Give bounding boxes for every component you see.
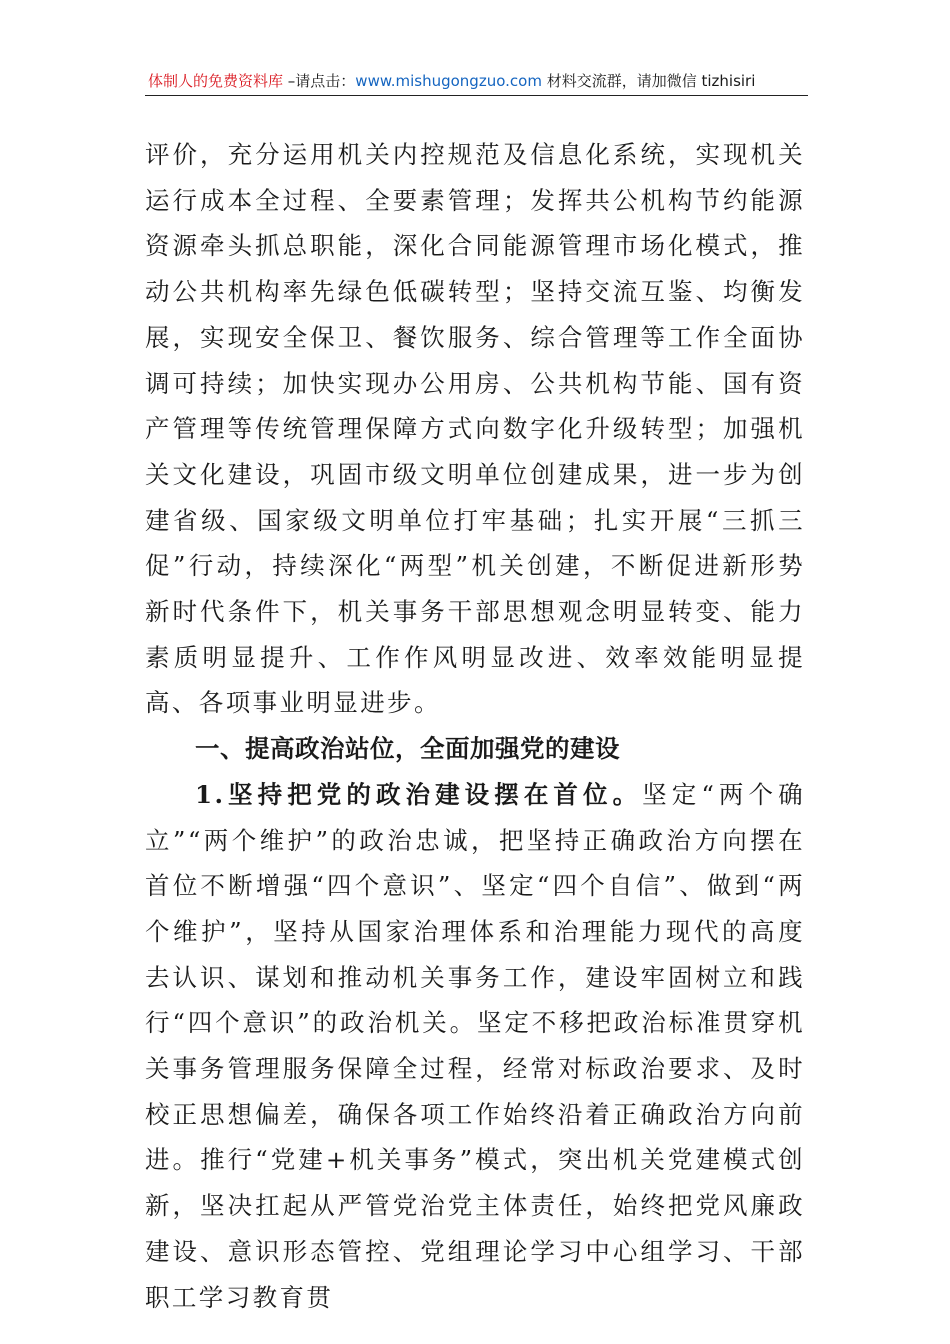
header-divider [145, 95, 808, 96]
header-contact: 材料交流群，请加微信 tizhisiri [541, 72, 756, 90]
intro-paragraph: 评价，充分运用机关内控规范及信息化系统，实现机关运行成本全过程、全要素管理；发挥共公机构节约能源资源牵头抓总职能，深化合同能源管理市场化模式，推动公共机构率先绿色低碳转型；坚持交流互鉴、均衡发展，实现安全保卫、餐饮服务、综合管理等工作全面协调可持续；加快实现办公用房、公共机构节能、国有资产管理等传统管理保障方式向数字化升级转型；加强机关文化建设，巩固市级文明单位创建成果，进一步为创建省级、国家级文明单位打牢基础；扎实开展“三抓三促”行动，持续深化“两型”机关创建，不断促进新形势新时代条件下，机关事务干部思想观念明显转变、能力素质明显提升、工作作风明显改进、效率效能明显提高、各项事业明显进步。 [145, 140, 805, 718]
point-1-paragraph [145, 772, 805, 1320]
header-prompt: –请点击： [283, 72, 356, 90]
header-link[interactable]: www.mishugongzuo.com [355, 72, 542, 90]
point-1-body: 坚定“两个确立”“两个维护”的政治忠诚，把坚持正确政治方向摆在首位不断增强“四个意识”、坚定“四个自信”、做到“两个维护”，坚持从国家治理体系和治理能力现代的高度去认识、谋划和推动机关事务工作，建设牢固树立和践行“四个意识”的政治机关。坚定不移把政治标准贯穿机关事务管理服务保障全过程，经常对标政治要求、及时校正思想偏差，确保各项工作始终沿着正确政治方向前进。推行“党建+机关事务”模式，突出机关党建模式创新，坚决扛起从严管党治党主体责任，始终把党风廉政建设、意识形态管控、党组理论学习中心组学习、干部职工学习教育贯 [145, 779, 805, 1312]
point-1-lead: 1.坚持把党的政治建设摆在首位。 [195, 779, 643, 809]
page-header [148, 70, 810, 96]
section-heading: 一、提高政治站位，全面加强党的建设 [195, 734, 620, 764]
header-brand: 体制人的免费资料库 [148, 72, 284, 90]
document-body [145, 132, 805, 1320]
